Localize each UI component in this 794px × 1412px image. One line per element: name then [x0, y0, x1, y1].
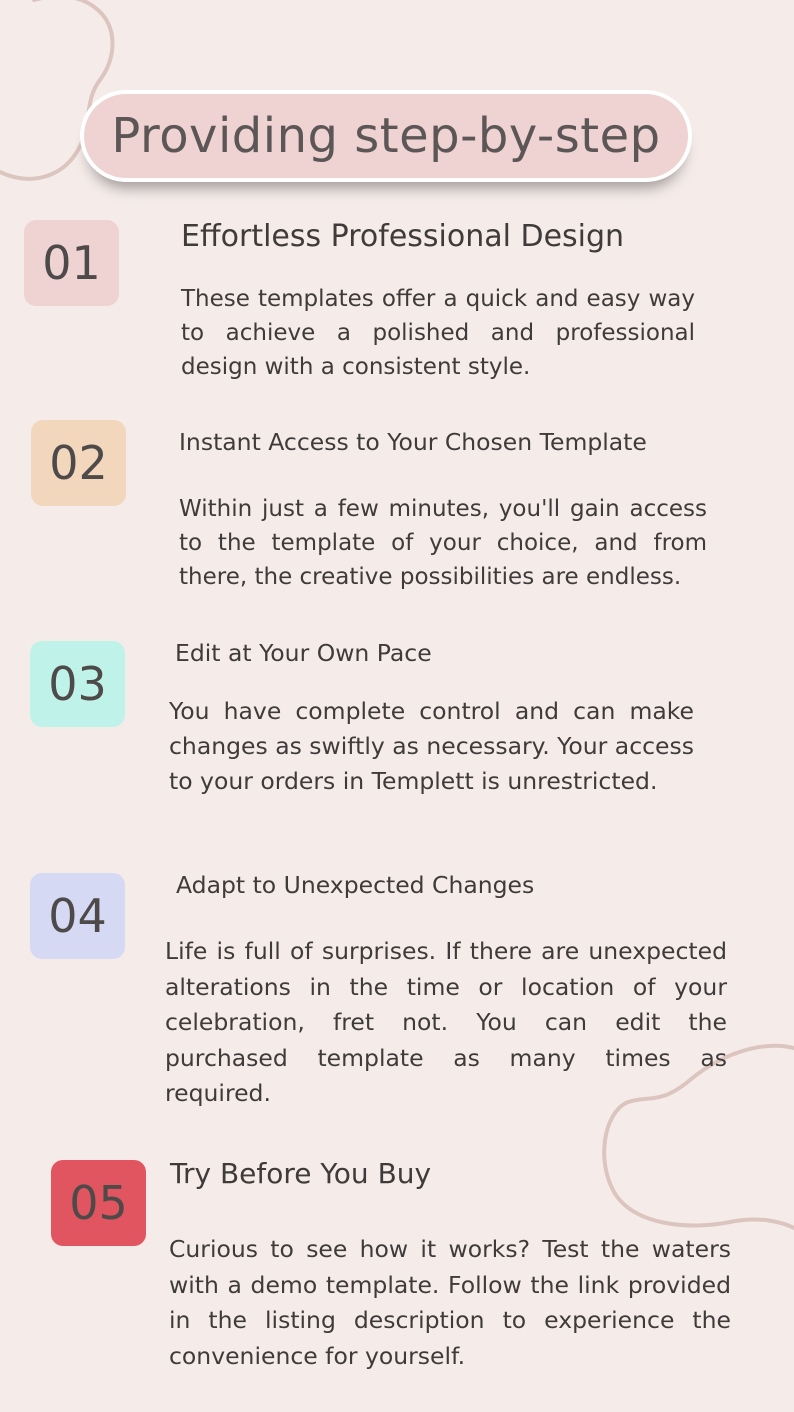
step-number-badge: 01	[24, 220, 119, 306]
step-heading: Adapt to Unexpected Changes	[176, 871, 535, 899]
step-number-badge: 03	[30, 641, 125, 727]
step-number-badge: 05	[51, 1160, 146, 1246]
page-title: Providing step-by-step	[111, 108, 661, 164]
step-number-badge: 02	[31, 420, 126, 506]
step-description: These templates offer a quick and easy way to achieve a polished and professional design with a consistent style.	[181, 286, 695, 380]
step-description: You have complete control and can make changes as swiftly as necessary. Your access to your orders in Templett is unrestricted.	[169, 697, 694, 795]
step-heading: Effortless Professional Design	[181, 219, 625, 254]
step-heading: Instant Access to Your Chosen Template	[179, 428, 647, 456]
step-description: Life is full of surprises. If there are unexpected alterations in the time or location of your celebration, fret not. You can edit the purchased template as many times as required.	[165, 937, 727, 1107]
step-number-badge: 04	[30, 873, 125, 959]
step-description: Within just a few minutes, you'll gain access to the template of your choice, and from there, the creative possibilities are endless.	[179, 496, 707, 590]
step-description: Curious to see how it works? Test the waters with a demo template. Follow the link provided in the listing description to experience the convenience for yourself.	[169, 1235, 731, 1370]
title-pill	[80, 90, 692, 182]
step-heading: Edit at Your Own Pace	[175, 639, 432, 667]
step-heading: Try Before You Buy	[170, 1157, 432, 1190]
